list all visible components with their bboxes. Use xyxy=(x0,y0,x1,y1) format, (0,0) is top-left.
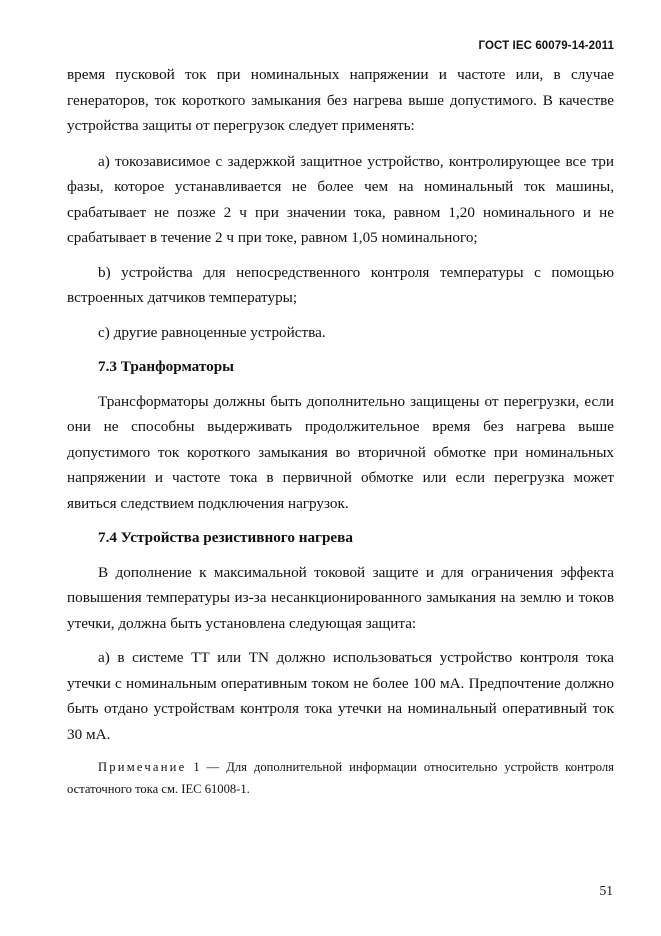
intro-paragraph: время пусковой ток при номинальных напряжении и частоте или, в случае генераторов, ток короткого замыкания без нагрева выше допустимого. В качестве устройства защиты от перегрузок следует применять: xyxy=(67,66,614,134)
section-7-3-paragraph: Трансформаторы должны быть дополнительно защищены от перегрузки, если они не способны выдерживать продолжительное время без нагрева выше допустимого ток короткого замыкания во вторичной обмотке при номинальных напряжении и частоте тока в первичной обмотке или если перегрузка может явиться следствием подключения нагрузок. xyxy=(67,392,614,512)
note-number: 1 xyxy=(193,760,200,774)
section-7-4-paragraph: В дополнение к максимальной токовой защите и для ограничения эффекта повышения температуры из-за несанкционированного замыкания на землю и токов утечки, должна быть установлена следующая защита: xyxy=(67,563,614,632)
note-text: Для дополнительной информации относительно устройств контроля остаточного тока см. IEC 61008-1. xyxy=(67,760,614,796)
section-7-3-heading: 7.3 Транформаторы xyxy=(98,358,235,375)
page-number: 51 xyxy=(599,883,613,898)
list-item-a: а) токозависимое с задержкой защитное устройство, контролирующее все три фазы, которое устанавливается не более чем на номинальный ток машины, срабатывает не позже 2 ч при значении тока, равном 1,20 номинального и не срабатывает в течение 2 ч при токе, равном 1,05 номинального; xyxy=(67,152,614,246)
document-header: ГОСТ IEC 60079-14-2011 xyxy=(478,40,614,52)
note xyxy=(67,756,614,800)
section-7-4-heading: 7.4 Устройства резистивного нагрева xyxy=(98,529,353,546)
list-item-b: b) устройства для непосредственного контроля температуры с помощью встроенных датчиков температуры; xyxy=(67,263,614,306)
section-7-4-item-a: а) в системе ТТ или TN должно использоваться устройство контроля тока утечки с номинальным оперативным током не более 100 мА. Предпочтение должно быть отдано устройствам контроля тока утечки на номинальный оперативный ток 30 мА. xyxy=(67,649,614,743)
note-label: Примечание xyxy=(98,760,187,774)
page-body xyxy=(67,62,614,800)
list-item-c: с) другие равноценные устройства. xyxy=(98,323,326,341)
note-dash: — xyxy=(206,760,220,774)
